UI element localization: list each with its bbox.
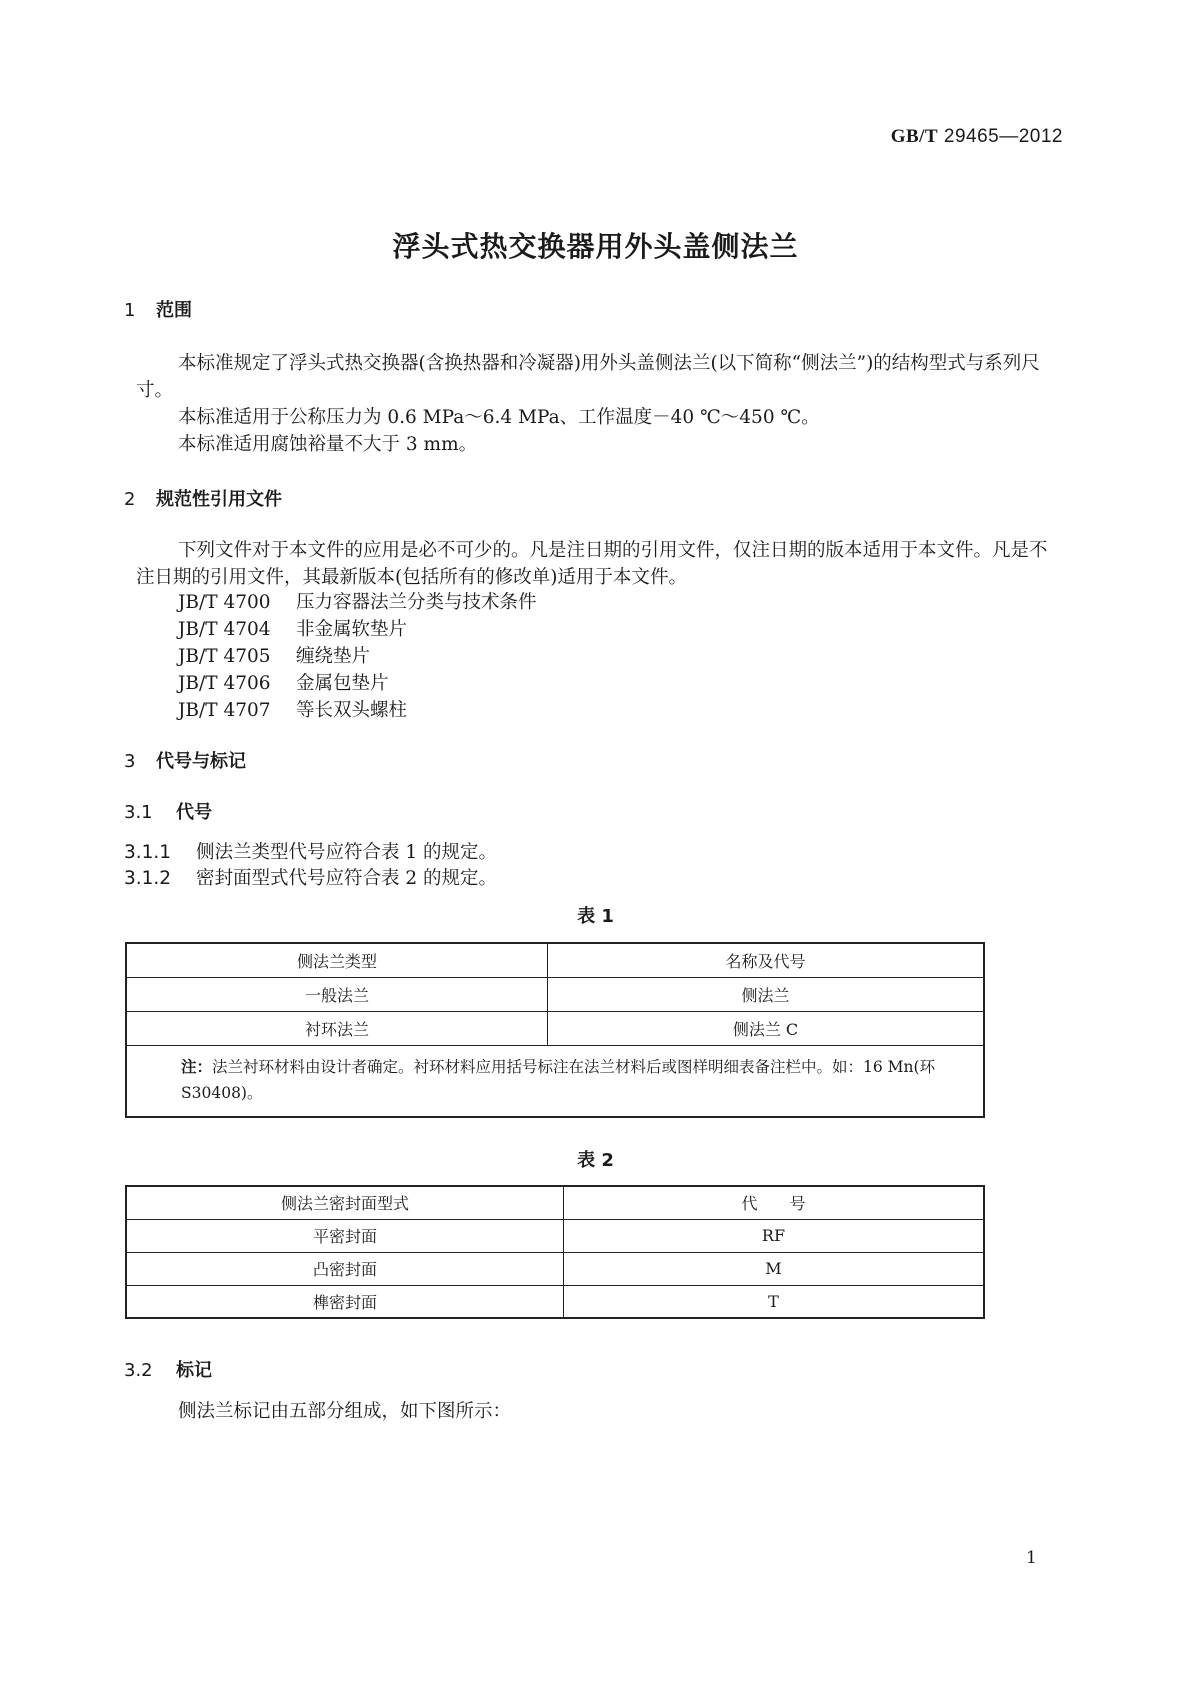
section-title: 代号与标记	[156, 751, 246, 772]
reference-title: 等长双头螺柱	[296, 700, 408, 721]
table-2-caption: 表 2	[577, 1150, 614, 1171]
clause-3-1-1	[124, 838, 497, 864]
paragraph: 本标准适用于公称压力为 0.6 MPa～6.4 MPa、工作温度－40 ℃～450 ℃。	[178, 407, 820, 428]
reference-item	[178, 589, 537, 616]
table-cell: 衬环法兰	[126, 1011, 548, 1045]
reference-item	[178, 670, 537, 697]
document-title: 浮头式热交换器用外头盖侧法兰	[392, 230, 799, 263]
standard-code-number: 29465—2012	[943, 126, 1063, 147]
section-title: 代号	[176, 802, 212, 823]
table-header-row	[126, 943, 984, 977]
reference-item	[178, 643, 537, 670]
section-number: 3	[124, 751, 136, 772]
section-title: 范围	[156, 300, 192, 321]
section-title: 规范性引用文件	[156, 489, 282, 510]
table-row	[126, 977, 984, 1011]
table-2	[125, 1185, 985, 1319]
table-header-cell: 代 号	[564, 1186, 985, 1219]
table-cell: 一般法兰	[126, 977, 548, 1011]
table-row	[126, 1252, 984, 1285]
clause-3-1-2	[124, 864, 497, 890]
section-2-intro	[136, 537, 1058, 591]
table-1-caption: 表 1	[577, 906, 614, 927]
paragraph: 本标准适用腐蚀裕量不大于 3 mm。	[178, 434, 478, 455]
standard-code-prefix: GB/T	[890, 126, 939, 147]
section-3-2-heading	[124, 1356, 212, 1382]
section-number: 3.2	[124, 1360, 153, 1381]
paragraph: 本标准规定了浮头式热交换器(含换热器和冷凝器)用外头盖侧法兰(以下简称“侧法兰”)的结构型式与系列尺寸。	[136, 353, 1040, 401]
table-header-cell: 名称及代号	[548, 943, 985, 977]
reference-code: JB/T 4706	[178, 673, 271, 694]
section-1-heading	[124, 296, 192, 322]
note-label: 注：	[181, 1057, 213, 1076]
paragraph: 侧法兰标记由五部分组成，如下图所示：	[178, 1401, 512, 1422]
clause-text: 侧法兰类型代号应符合表 1 的规定。	[196, 842, 498, 863]
section-2-heading	[124, 485, 282, 511]
clause-text: 密封面型式代号应符合表 2 的规定。	[196, 868, 498, 889]
standard-code	[891, 126, 1063, 148]
table-cell: 榫密封面	[126, 1285, 564, 1318]
reference-code: JB/T 4700	[178, 592, 271, 613]
table-cell: 凸密封面	[126, 1252, 564, 1285]
section-3-heading	[124, 747, 246, 773]
table-cell: T	[564, 1285, 985, 1318]
reference-title: 非金属软垫片	[296, 619, 408, 640]
table-cell: M	[564, 1252, 985, 1285]
reference-code: JB/T 4707	[178, 700, 271, 721]
section-title: 标记	[176, 1360, 212, 1381]
section-number: 2	[124, 489, 136, 510]
paragraph: 下列文件对于本文件的应用是必不可少的。凡是注日期的引用文件，仅注日期的版本适用于本文件。凡是不注日期的引用文件，其最新版本(包括所有的修改单)适用于本文件。	[136, 540, 1048, 588]
section-3-2-body	[136, 1398, 1058, 1425]
reference-item	[178, 697, 537, 724]
table-cell: 侧法兰	[548, 977, 985, 1011]
reference-code: JB/T 4704	[178, 619, 271, 640]
reference-title: 压力容器法兰分类与技术条件	[296, 592, 537, 613]
reference-list	[178, 589, 537, 724]
section-3-1-heading	[124, 798, 212, 824]
note-text: 法兰衬环材料由设计者确定。衬环材料应用括号标注在法兰材料后或图样明细表备注栏中。如：16 Mn(环S30408)。	[181, 1057, 936, 1102]
table-1	[125, 942, 985, 1118]
table-cell: 平密封面	[126, 1219, 564, 1252]
table-row	[126, 1011, 984, 1045]
reference-title: 缠绕垫片	[296, 646, 371, 667]
section-1-body	[136, 350, 1058, 458]
table-header-cell: 侧法兰密封面型式	[126, 1186, 564, 1219]
table-note	[126, 1045, 984, 1117]
table-header-row	[126, 1186, 984, 1219]
section-number: 3.1	[124, 802, 153, 823]
reference-item	[178, 616, 537, 643]
table-cell: RF	[564, 1219, 985, 1252]
table-row	[126, 1219, 984, 1252]
table-cell: 侧法兰 C	[548, 1011, 985, 1045]
page-number: 1	[1026, 1548, 1037, 1568]
clause-number: 3.1.2	[124, 868, 172, 889]
table-note-row	[126, 1045, 984, 1117]
table-row	[126, 1285, 984, 1318]
section-number: 1	[124, 300, 136, 321]
table-header-cell: 侧法兰类型	[126, 943, 548, 977]
clause-number: 3.1.1	[124, 842, 172, 863]
reference-title: 金属包垫片	[296, 673, 389, 694]
reference-code: JB/T 4705	[178, 646, 271, 667]
